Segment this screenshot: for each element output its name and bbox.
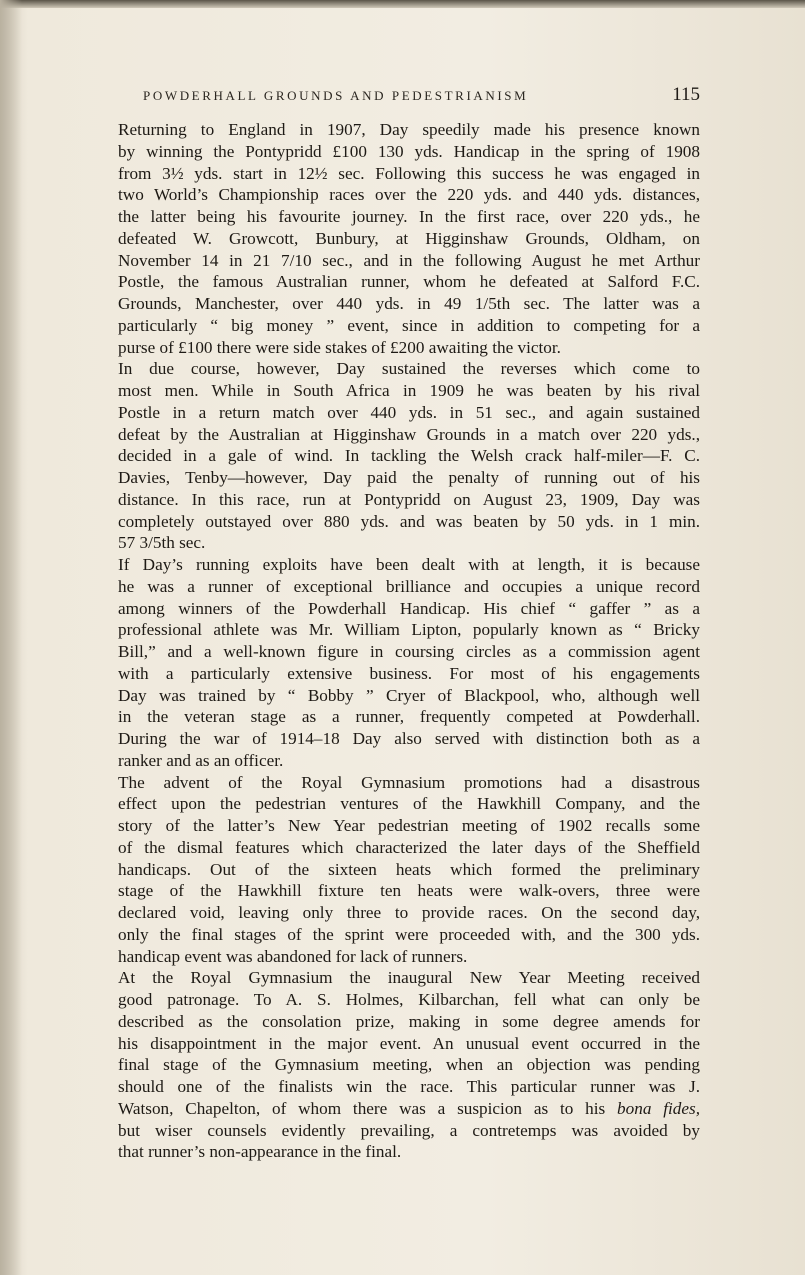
text-line: decided in a gale of wind. In tackling the Welsh crack half-miler—F. C. — [118, 446, 700, 466]
running-title: POWDERHALL GROUNDS AND PEDESTRIANISM — [143, 88, 529, 103]
text-line-fragment: Watson, Chapelton, of whom there was a suspicion as to his — [118, 1098, 606, 1118]
text-line: Postle, the famous Australian runner, whom he defeated at Salford F.C. — [118, 272, 700, 292]
paragraph — [96, 772, 700, 968]
body-text — [96, 119, 700, 1163]
text-line: During the war of 1914–18 Day also served with distinction both as a — [118, 729, 700, 748]
text-line: story of the latter’s New Year pedestrian meeting of 1902 recalls some — [118, 816, 700, 835]
text-line: If Day’s running exploits have been dealt with at length, it is because — [118, 555, 700, 574]
text-line: Grounds, Manchester, over 440 yds. in 49 1/5th sec. The latter was a — [118, 294, 700, 313]
text-line: Davies, Tenby—however, Day paid the penalty of running out of his — [118, 468, 700, 487]
text-line: his disappointment in the major event. An unusual event occurred in the — [118, 1033, 700, 1053]
text-line: he was a runner of exceptional brilliance and occupies a unique record — [118, 576, 700, 596]
text-line: the latter being his favourite journey. In the first race, over 220 yds., he — [118, 207, 700, 226]
text-line: stage of the Hawkhill fixture ten heats were walk-overs, three were — [118, 881, 700, 901]
text-line: two World’s Championship races over the 220 yds. and 440 yds. distances, — [118, 185, 700, 205]
paragraph — [96, 554, 700, 772]
text-line: particularly “ big money ” event, since in addition to competing for a — [118, 315, 700, 335]
text-line: that runner’s non-appearance in the final. — [118, 1142, 402, 1162]
text-line: distance. In this race, run at Pontypridd on August 23, 1909, Day was — [118, 489, 700, 509]
text-line: In due course, however, Day sustained the reverses which come to — [118, 359, 700, 379]
text-line: effect upon the pedestrian ventures of the Hawkhill Company, and the — [118, 794, 700, 814]
text-line: November 14 in 21 7/10 sec., and in the following August he met Arthur — [118, 250, 700, 270]
text-line: Postle in a return match over 440 yds. in 51 sec., and again sustained — [118, 402, 700, 422]
text-line: by winning the Pontypridd £100 130 yds. Handicap in the spring of 1908 — [118, 141, 700, 161]
binding-shadow — [0, 0, 22, 1275]
text-line: should one of the finalists win the race. This particular runner was J. — [118, 1077, 700, 1096]
text-line: good patronage. To A. S. Holmes, Kilbarchan, fell what can only be — [118, 990, 700, 1009]
text-line: most men. While in South Africa in 1909 he was beaten by his rival — [118, 381, 700, 400]
text-line: 57 3/5th sec. — [118, 533, 206, 553]
text-line: Bill,” and a well-known figure in coursing circles as a commission agent — [118, 642, 700, 661]
text-line: among winners of the Powderhall Handicap. His chief “ gaffer ” as a — [118, 598, 700, 618]
text-line: Returning to England in 1907, Day speedily made his presence known — [118, 120, 700, 139]
text-line: handicaps. Out of the sixteen heats which formed the preliminary — [118, 859, 700, 879]
paragraph — [96, 358, 700, 554]
text-line: only the final stages of the sprint were proceeded with, and the 300 yds. — [118, 924, 700, 944]
text-line: final stage of the Gymnasium meeting, when an objection was pending — [118, 1055, 700, 1075]
italic-phrase: bona fides, — [617, 1098, 700, 1118]
text-line: At the Royal Gymnasium the inaugural New Year Meeting received — [118, 968, 700, 988]
text-line: described as the consolation prize, making in some degree amends for — [118, 1011, 700, 1031]
text-line: The advent of the Royal Gymnasium promotions had a disastrous — [118, 772, 700, 792]
text-line: completely outstayed over 880 yds. and was beaten by 50 yds. in 1 min. — [118, 511, 700, 531]
text-line: Day was trained by “ Bobby ” Cryer of Blackpool, who, although well — [118, 685, 700, 705]
text-line: professional athlete was Mr. William Lipton, popularly known as “ Bricky — [118, 620, 700, 640]
page-number: 115 — [672, 84, 700, 105]
text-line: of the dismal features which characterized the later days of the Sheffield — [118, 837, 700, 857]
page-header — [143, 84, 700, 110]
text-line: ranker and as an officer. — [118, 750, 284, 770]
text-line: defeated W. Growcott, Bunbury, at Higginshaw Grounds, Oldham, on — [118, 228, 700, 248]
page-top-edge — [0, 0, 805, 8]
text-line: defeat by the Australian at Higginshaw Grounds in a match over 220 yds., — [118, 424, 700, 444]
text-line — [96, 1098, 700, 1120]
text-line: in the veteran stage as a runner, frequently competed at Powderhall. — [118, 707, 700, 727]
text-line: handicap event was abandoned for lack of runners. — [118, 946, 468, 966]
text-line: purse of £100 there were side stakes of £200 awaiting the victor. — [118, 337, 561, 357]
text-line: from 3½ yds. start in 12½ sec. Following this success he was engaged in — [118, 163, 700, 183]
text-line: with a particularly extensive business. For most of his engagements — [118, 663, 700, 683]
text-line: but wiser counsels evidently prevailing, a contretemps was avoided by — [118, 1120, 700, 1140]
text-line: declared void, leaving only three to provide races. On the second day, — [118, 903, 700, 922]
paragraph — [96, 119, 700, 358]
paragraph — [96, 967, 700, 1163]
